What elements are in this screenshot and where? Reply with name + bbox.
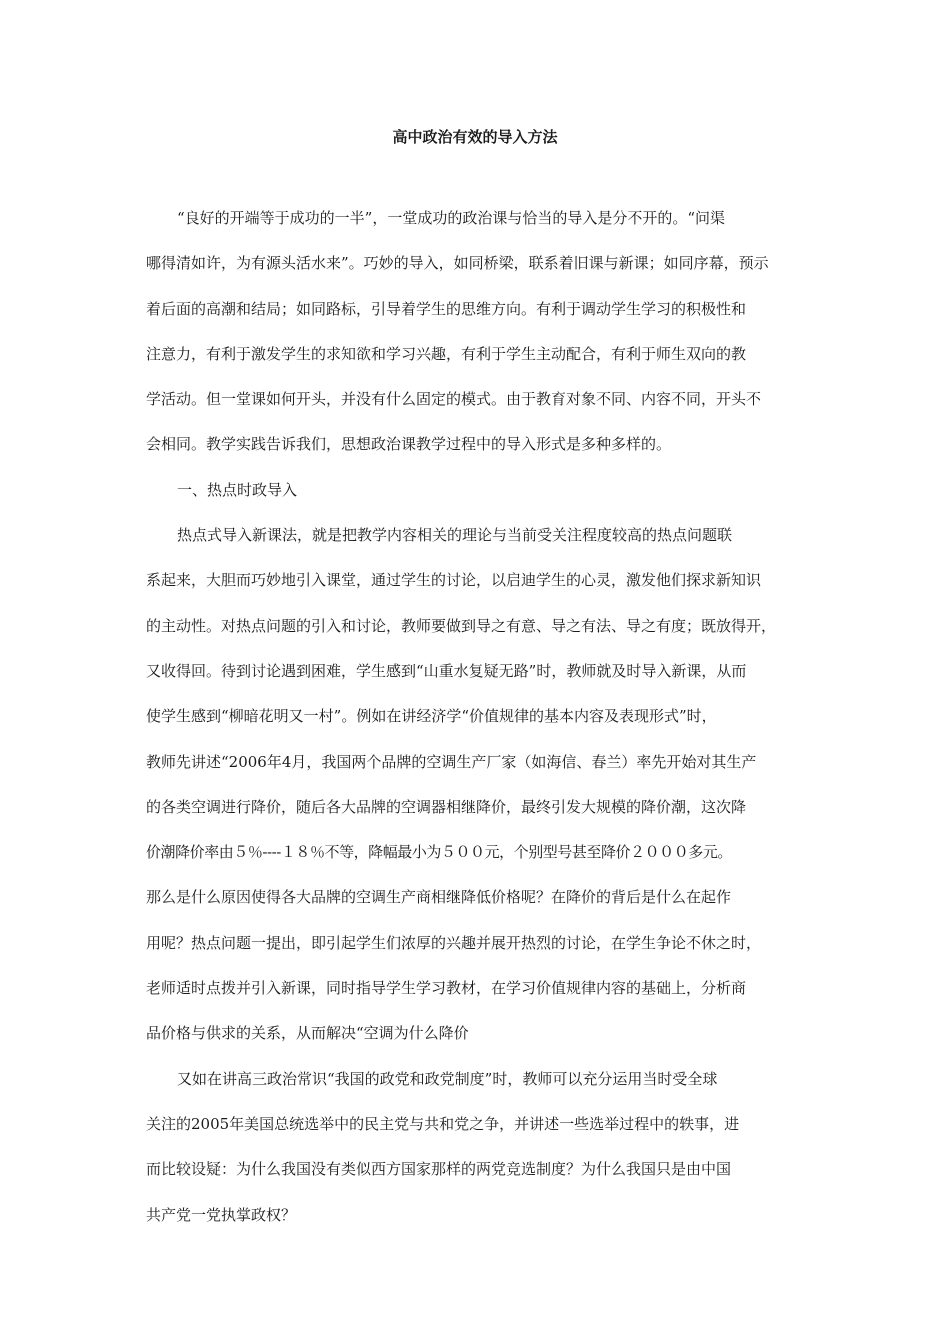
section-heading: 一、热点时政导入 bbox=[177, 480, 298, 499]
paragraph-line: 用呢？热点问题一提出，即引起学生们浓厚的兴趣并展开热烈的讨论，在学生争论不休之时， bbox=[146, 933, 762, 952]
paragraph-line: 又如在讲高三政治常识“我国的政党和政党制度”时，教师可以充分运用当时受全球 bbox=[177, 1069, 718, 1088]
document-body bbox=[146, 203, 818, 1245]
paragraph-line: 使学生感到“柳暗花明又一村”。例如在讲经济学“价值规律的基本内容及表现形式”时， bbox=[146, 707, 717, 726]
paragraph-line: 学活动。但一堂课如何开头，并没有什么固定的模式。由于教育对象不同、内容不同，开头不 bbox=[146, 390, 762, 409]
paragraph-line: 那么是什么原因使得各大品牌的空调生产商相继降低价格呢？在降价的背后是什么在起作 bbox=[146, 888, 732, 907]
paragraph-line: 注意力，有利于激发学生的求知欲和学习兴趣，有利于学生主动配合，有利于师生双向的教 bbox=[146, 344, 747, 363]
paragraph-line: 而比较设疑：为什么我国没有类似西方国家那样的两党竞选制度？为什么我国只是由中国 bbox=[146, 1160, 732, 1179]
paragraph-line: “良好的开端等于成功的一半”，一堂成功的政治课与恰当的导入是分不开的。“问渠 bbox=[177, 209, 726, 227]
paragraph-line: 老师适时点拨并引入新课，同时指导学生学习教材，在学习价值规律内容的基础上，分析商 bbox=[146, 979, 747, 998]
paragraph-line: 价潮降价率由５％----１８％不等，降幅最小为５００元，个别型号甚至降价２０００多元。 bbox=[146, 843, 732, 862]
paragraph-line: 热点式导入新课法，就是把教学内容相关的理论与当前受关注程度较高的热点问题联 bbox=[177, 526, 733, 545]
paragraph-line: 教师先讲述“2006年4月，我国两个品牌的空调生产厂家（如海信、春兰）率先开始对其生产 bbox=[146, 752, 757, 771]
paragraph-line: 会相同。教学实践告诉我们，思想政治课教学过程中的导入形式是多种多样的。 bbox=[146, 435, 672, 454]
paragraph-line: 哪得清如许，为有源头活水来”。巧妙的导入，如同桥梁，联系着旧课与新课；如同序幕，预示 bbox=[146, 254, 769, 273]
document-title: 高中政治有效的导入方法 bbox=[392, 128, 558, 146]
paragraph-line: 共产党一党执掌政权？ bbox=[146, 1205, 297, 1224]
paragraph-line: 着后面的高潮和结局；如同路标，引导着学生的思维方向。有利于调动学生学习的积极性和 bbox=[146, 299, 747, 318]
paragraph-line: 系起来，大胆而巧妙地引入课堂，通过学生的讨论，以启迪学生的心灵，激发他们探求新知识 bbox=[146, 571, 762, 590]
paragraph-line: 的主动性。对热点问题的引入和讨论，教师要做到导之有意、导之有法、导之有度；既放得开， bbox=[146, 616, 777, 635]
paragraph-line: 的各类空调进行降价，随后各大品牌的空调器相继降价，最终引发大规模的降价潮，这次降 bbox=[146, 797, 747, 816]
paragraph-line: 品价格与供求的关系，从而解决“空调为什么降价 bbox=[146, 1024, 469, 1043]
paragraph-line: 关注的2005年美国总统选举中的民主党与共和党之争，并讲述一些选举过程中的轶事，进 bbox=[146, 1114, 740, 1133]
paragraph-line: 又收得回。待到讨论遇到困难，学生感到“山重水复疑无路”时，教师就及时导入新课，从而 bbox=[146, 661, 747, 680]
